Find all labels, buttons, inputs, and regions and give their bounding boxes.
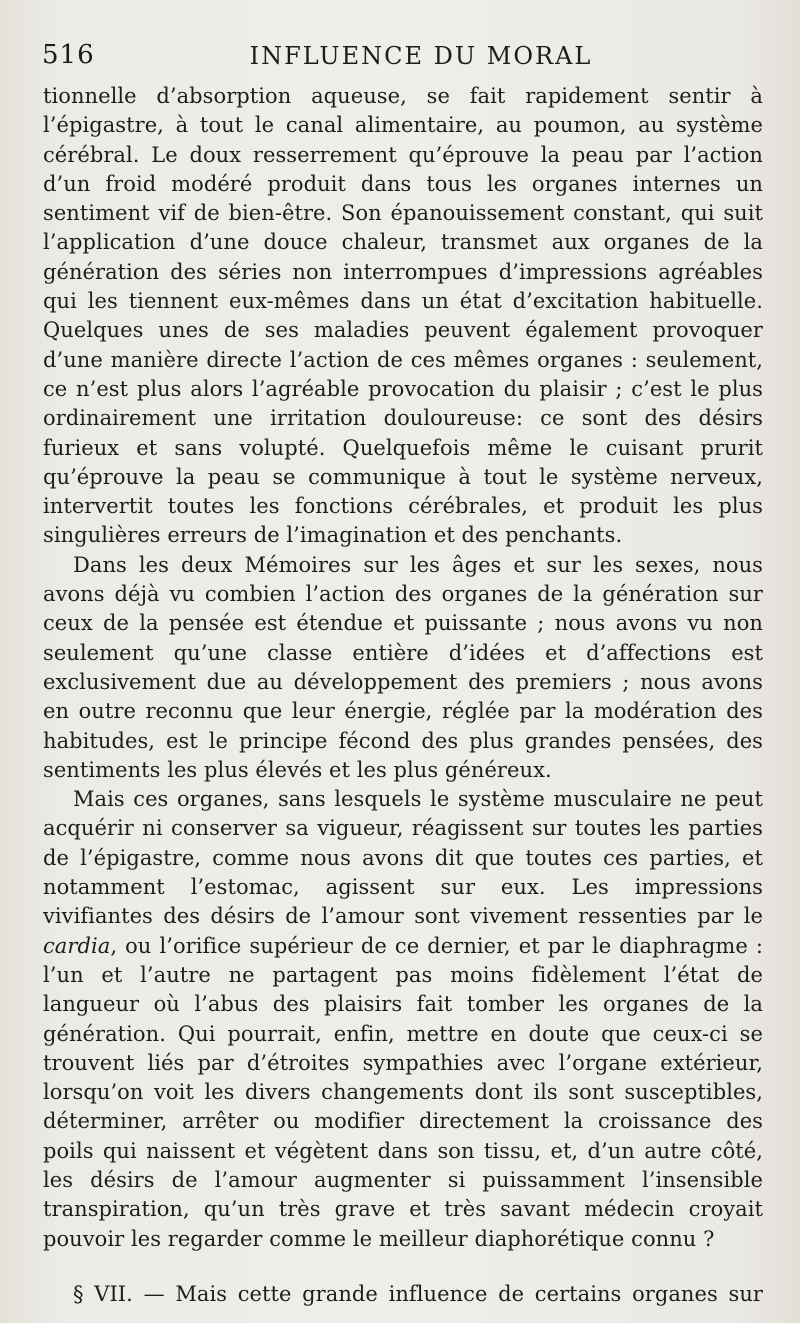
running-title: INFLUENCE DU MORAL — [249, 42, 593, 70]
paragraph-organes — [43, 785, 763, 1254]
running-head — [42, 40, 760, 72]
paragraph-organes-part2: , ou l’orifice supérieur de ce dernier, et par le diaphragme : l’un et l’autre ne partagent pas moins fidèlement l’état de langueur où l’abus des plaisirs fait tomber les organes de la génération. Qui pourrait, enfin, mettre en doute que ceux-ci se trouvent liés par d’étroites sympathies avec l’organe extérieur, lorsqu’on voit les divers changements dont ils sont susceptibles, déterminer, arrêter ou modifier directement la croissance des poils qui naissent et végètent dans son tissu, et, d’un autre côté, les désirs de l’amour augmenter si puissamment l’insensible transpiration, qu’un très grave et très savant médecin croyait pouvoir les regarder comme le meilleur diaphorétique connu ? — [43, 933, 763, 1251]
paragraph-continuation: tionnelle d’absorption aqueuse, se fait rapidement sentir à l’épigastre, à tout le canal alimentaire, au poumon, au système cérébral. Le doux resserrement qu’éprouve la peau par l’action d’un froid modéré produit dans tous les organes internes un sentiment vif de bien-être. Son épanouissement constant, qui suit l’application d’une douce chaleur, transmet aux organes de la génération des séries non interrompues d’impressions agréables qui les tiennent eux-mêmes dans un état d’excitation habituelle. Quelques unes de ses maladies peuvent également provoquer d’une manière directe l’action de ces mêmes organes : seulement, ce n’est plus alors l’agréable provocation du plaisir ; c’est le plus ordinairement une irritation douloureuse: ce sont des désirs furieux et sans volupté. Quelquefois même le cuisant prurit qu’éprouve la peau se communique à tout le système nerveux, intervertit toutes les fonctions cérébrales, et produit les plus singulières erreurs de l’imagination et des penchants. — [43, 84, 763, 548]
italic-term-cardia: cardia — [43, 933, 111, 958]
paragraph-memoires: Dans les deux Mémoires sur les âges et sur les sexes, nous avons déjà vu combien l’action des organes de la génération sur ceux de la pensée est étendue et puissante ; nous avons vu non seulement qu’une classe entière d’idées et d’affections est exclusivement due au développement des premiers ; nous avons en outre reconnu que leur énergie, réglée par la modération des habitudes, est le principe fécond des plus grandes pensées, des sentiments les plus élevés et les plus généreux. — [43, 552, 763, 782]
body-text — [43, 82, 763, 1309]
section-vii-opening: § VII. — Mais cette grande influence de certains organes sur — [73, 1281, 763, 1306]
page-number: 516 — [42, 40, 95, 70]
paragraph-organes-part1: Mais ces organes, sans lesquels le système musculaire ne peut acquérir ni conserver sa vigueur, réagissent sur toutes les parties de l’épigastre, comme nous avons dit que toutes ces parties, et notamment l’estomac, agissent sur eux. Les impressions vivifiantes des désirs de l’amour sont vivement ressenties par le — [43, 787, 763, 929]
